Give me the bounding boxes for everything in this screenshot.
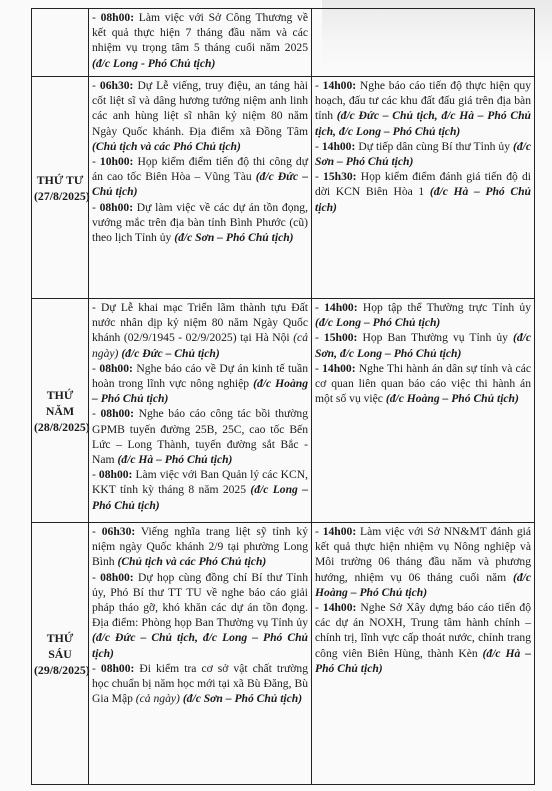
day-cell (32, 523, 89, 785)
item-time: 08h00: (100, 570, 134, 584)
item-text: Nghe báo cáo về Dự án kinh tế tuần hoàn trong lĩnh vực nông nghiệp (92, 361, 308, 391)
schedule-item: - 14h00: Dự tiếp dân cùng Bí thư Tỉnh ủy (đ/c Sơn – Phó Chủ tịch) (315, 139, 531, 169)
schedule-item: - 14h00: Họp tập thể Thường trực Tỉnh ủy (đ/c Long – Phó Chủ tịch) (315, 301, 531, 330)
item-time: 06h30: (101, 525, 136, 538)
schedule-item: - 08h00: Dự làm việc về các dự án tồn đọng, vướng mắc trên địa bàn tỉnh Bình Phước (cũ) theo lịch Tỉnh ủy (đ/c Sơn – Phó Chủ tịch) (92, 200, 308, 245)
schedule-item: - 15h00: Họp Ban Thường vụ Tỉnh ủy (đ/c Sơn, đ/c Long – Phó Chủ tịch) (315, 331, 532, 360)
afternoon-cell (312, 299, 535, 523)
item-text: Nghe báo cáo công tác bồi thường GPMB tuyến đường 25B, 25C, cao tốc Bến Lức – Long Thành, tuyến đường sắt Bắc - Nam (92, 407, 308, 467)
item-note: (cả ngày) (135, 692, 180, 706)
item-assignee: (đ/c Sơn – Phó Chủ tịch) (182, 692, 303, 706)
item-assignee: (đ/c Hà – Phó Chủ tịch) (315, 185, 531, 214)
day-cell (32, 299, 89, 523)
schedule-item: - 15h30: Họp kiểm điểm đánh giá tiến độ di dời KCN Biên Hòa 1 (đ/c Hà – Phó Chủ tịch) (315, 170, 531, 214)
schedule-body (32, 9, 535, 785)
item-text: Họp kiểm điểm tiến độ thi công dự án cao tốc Biên Hòa – Vũng Tàu (92, 155, 308, 184)
item-time: 08h00: (100, 11, 135, 24)
item-time: 10h00: (99, 155, 134, 169)
day-cell (32, 77, 89, 299)
item-assignee: (đ/c Hoàng – Phó Chủ tịch) (92, 377, 309, 406)
item-text: Họp Ban Thường vụ Tỉnh ủy (357, 331, 513, 345)
item-time: 14h00: (322, 601, 357, 615)
item-note: (cả ngày) (92, 331, 308, 360)
item-assignee: (Chủ tịch và các Phó Chủ tịch) (117, 555, 267, 569)
item-text: Họp kiểm điểm đánh giá tiến độ di dời KCN Biên Hòa 1 (315, 170, 531, 199)
item-assignee: (đ/c Hoàng – Phó Chủ tịch) (315, 570, 531, 599)
item-assignee: (đ/c Sơn, đ/c Long – Phó Chủ tịch) (315, 331, 532, 360)
schedule-row (32, 9, 535, 77)
schedule-row (32, 299, 535, 523)
schedule-item: - 08h00: Dự họp cùng đồng chí Bí thư Tỉnh ủy, Phó Bí thư TT TU về nghe báo cáo giải pháp tháo gỡ, khó khăn các dự án tồn đọng. Địa điểm: Phòng họp Ban Thường vụ Tỉnh ủy (đ/c Đức – Chủ tịch, đ/c Long – Phó Chủ tịch) (92, 570, 308, 660)
day-cell (32, 9, 89, 77)
item-time: 15h00: (323, 331, 358, 345)
item-assignee: (đ/c Đức – Chủ tịch, đ/c Long – Phó Chủ tịch) (92, 631, 308, 660)
item-time: 14h00: (322, 79, 357, 92)
item-text: Nghe Thi hành án dân sự tỉnh và các cơ quan liên quan báo cáo việc thi hành án một số vụ việc (315, 361, 531, 406)
item-time: 14h00: (322, 361, 356, 375)
schedule-item: - 06h30: Viếng nghĩa trang liệt sỹ tỉnh kỷ niệm ngày Quốc khánh 2/9 tại phường Long Bình (Chủ tịch và các Phó Chủ tịch) (92, 525, 309, 569)
schedule-item: - 08h00: Nghe báo cáo công tác bồi thường GPMB tuyến đường 25B, 25C, cao tốc Bến Lức – Long Thành, tuyến đường sắt Bắc - Nam (đ/c Hà – Phó Chủ tịch) (92, 407, 308, 467)
schedule-item: - 14h00: Làm việc với Sở NN&MT đánh giá kết quả thực hiện nhiệm vụ Nông nghiệp và Môi trường 06 tháng đầu năm và phương hướng, nhiệm vụ 06 tháng cuối năm (đ/c Hoàng – Phó Chủ tịch) (315, 525, 531, 599)
item-time: 08h00: (100, 407, 134, 421)
item-time: 15h30: (323, 170, 357, 184)
schedule-item: - 08h00: Nghe báo cáo về Dự án kinh tế tuần hoàn trong lĩnh vực nông nghiệp (đ/c Hoàng – Phó Chủ tịch) (92, 361, 309, 406)
schedule-item: - 08h00: Làm việc với Ban Quản lý các KCN, KKT tỉnh kỳ tháng 8 năm 2025 (đ/c Long – Phó Chủ tịch) (92, 468, 309, 512)
item-text: Đi kiểm tra cơ sở vật chất trường học chuẩn bị năm học mới tại xã Bù Đăng, Bù Gia Mập (92, 661, 308, 706)
schedule-item: - 06h30: Dự Lễ viếng, truy điệu, an táng hài cốt liệt sĩ và dâng hương tưởng niệm anh linh các anh hùng liệt sĩ nhân kỷ niệm 80 năm Ngày Quốc khánh. Địa điểm xã Đồng Tâm (Chủ tịch và các Phó Chủ tịch) (92, 79, 308, 153)
morning-cell (89, 523, 312, 785)
schedule-item: - 08h00: Làm việc với Sở Công Thương về kết quả thực hiện 7 tháng đầu năm và các nhiệm vụ trọng tâm 5 tháng cuối năm 2025 (đ/c Long - Phó Chủ tịch) (92, 11, 308, 70)
schedule-item: - 08h00: Đi kiểm tra cơ sở vật chất trường học chuẩn bị năm học mới tại xã Bù Đăng, Bù Gia Mập (cả ngày) (đ/c Sơn – Phó Chủ tịch) (92, 661, 308, 706)
item-time: 06h30: (99, 79, 134, 92)
item-text: Viếng nghĩa trang liệt sỹ tỉnh kỷ niệm ngày Quốc khánh 2/9 tại phường Long Bình (92, 525, 309, 569)
item-time: 08h00: (100, 661, 135, 675)
item-text: Họp tập thể Thường trực Tỉnh ủy (357, 301, 531, 314)
schedule-item: - 14h00: Nghe Thi hành án dân sự tỉnh và các cơ quan liên quan báo cáo việc thi hành án một số vụ việc (đ/c Hoàng – Phó Chủ tịch) (315, 361, 531, 406)
item-text: Làm việc với Sở NN&MT đánh giá kết quả thực hiện nhiệm vụ Nông nghiệp và Môi trường 06 tháng đầu năm và phương hướng, nhiệm vụ 06 tháng cuối năm (315, 525, 531, 584)
afternoon-cell (312, 9, 535, 77)
morning-cell (89, 9, 312, 77)
item-assignee: (đ/c Đức – Chủ tịch) (92, 170, 308, 199)
item-time: 14h00: (321, 139, 356, 153)
day-date: (27/8/2025) (34, 188, 90, 203)
item-time: 08h00: (99, 200, 134, 214)
afternoon-cell (312, 523, 535, 785)
item-assignee: (đ/c Long – Phó Chủ tịch) (92, 483, 308, 512)
item-text: Dự tiếp dân cùng Bí thư Tỉnh ủy (355, 139, 513, 153)
item-text: Dự Lễ viếng, truy điệu, an táng hài cốt liệt sĩ và dâng hương tưởng niệm anh linh các anh hùng liệt sĩ nhân kỷ niệm 80 năm Ngày Quốc khánh. Địa điểm xã Đồng Tâm (92, 79, 308, 138)
item-text: Làm việc với Ban Quản lý các KCN, KKT tỉnh kỳ tháng 8 năm 2025 (92, 468, 309, 497)
item-text: Nghe Sở Xây dựng báo cáo tiến độ các dự án NOXH, Trung tâm hành chính – chính trị, lĩnh vực cấp thoát nước, chỉnh trang công viên Biên Hùng, thành Kèn (315, 601, 531, 660)
item-assignee: (đ/c Đức – Chủ tịch) (121, 346, 220, 360)
item-assignee: (đ/c Hoàng – Phó Chủ tịch) (385, 392, 519, 406)
day-name: THỨ TƯ (36, 172, 84, 187)
schedule-item: - Dự Lễ khai mạc Triển lãm thành tựu Đất nước nhân dịp kỷ niệm 80 năm Ngày Quốc khánh (02/9/1945 - 02/9/2025) tại Hà Nội (cả ngày) (đ/c Đức – Chủ tịch) (92, 301, 309, 360)
schedule-item: - 14h00: Nghe báo cáo tiến độ thực hiện quy hoạch, đấu tư các khu đất đấu giá trên địa bàn tỉnh (đ/c Đức – Chủ tịch, đ/c Hà – Phó Chủ tịch, đ/c Long – Phó Chủ tịch) (315, 79, 532, 138)
day-date: (28/8/2025) (34, 419, 90, 434)
item-assignee: (đ/c Sơn – Phó Chủ tịch) (174, 231, 294, 245)
item-assignee: (Chủ tịch và các Phó Chủ tịch) (92, 139, 241, 153)
item-time: 08h00: (99, 361, 133, 375)
item-time: 14h00: (322, 525, 357, 538)
item-assignee: (đ/c Hà – Phó Chủ tịch) (117, 453, 233, 467)
item-text: Làm việc với Sở Công Thương về kết quả thực hiện 7 tháng đầu năm và các nhiệm vụ trọng tâm 5 tháng cuối năm 2025 (92, 11, 308, 55)
schedule-item: - 14h00: Nghe Sở Xây dựng báo cáo tiến độ các dự án NOXH, Trung tâm hành chính – chính trị, lĩnh vực cấp thoát nước, chỉnh trang công viên Biên Hùng, thành Kèn (đ/c Hà – Phó Chủ tịch) (315, 601, 531, 675)
item-text: Nghe báo cáo tiến độ thực hiện quy hoạch, đấu tư các khu đất đấu giá trên địa bàn tỉnh (315, 79, 532, 123)
day-date: (29/8/2025) (34, 662, 90, 677)
schedule-row (32, 77, 535, 299)
schedule-item: - 10h00: Họp kiểm điểm tiến độ thi công dự án cao tốc Biên Hòa – Vũng Tàu (đ/c Đức – Chủ tịch) (92, 155, 308, 199)
day-name: THỨ NĂM (45, 387, 75, 418)
morning-cell (89, 299, 312, 523)
item-text: Dự làm việc về các dự án tồn đọng, vướng mắc trên địa bàn tỉnh Bình Phước (cũ) theo lịch Tỉnh ủy (92, 200, 308, 245)
schedule-row (32, 523, 535, 785)
item-assignee: (đ/c Hà – Phó Chủ tịch) (315, 646, 531, 675)
item-text: Dự họp cùng đồng chí Bí thư Tỉnh ủy, Phó Bí thư TT TU về nghe báo cáo giải pháp tháo gỡ, khó khăn các dự án tồn đọng. Địa điểm: Phòng họp Ban Thường vụ Tỉnh ủy (92, 570, 308, 630)
morning-cell (89, 77, 312, 299)
item-assignee: (đ/c Long - Phó Chủ tịch) (92, 56, 216, 70)
item-time: 14h00: (324, 301, 358, 314)
item-assignee: (đ/c Sơn – Phó Chủ tịch) (315, 139, 531, 169)
item-assignee: (đ/c Đức – Chủ tịch, đ/c Hà – Phó Chủ tịch, đ/c Long – Phó Chủ tịch) (315, 109, 531, 138)
afternoon-cell (312, 77, 535, 299)
item-time: 08h00: (98, 468, 133, 482)
day-name: THỨ SÁU (46, 630, 74, 661)
item-text: Dự Lễ khai mạc Triển lãm thành tựu Đất nước nhân dịp kỷ niệm 80 năm Ngày Quốc khánh (02/9/1945 - 02/9/2025) tại Hà Nội (92, 301, 309, 345)
schedule-table (31, 8, 535, 785)
item-assignee: (đ/c Long – Phó Chủ tịch) (315, 316, 441, 330)
